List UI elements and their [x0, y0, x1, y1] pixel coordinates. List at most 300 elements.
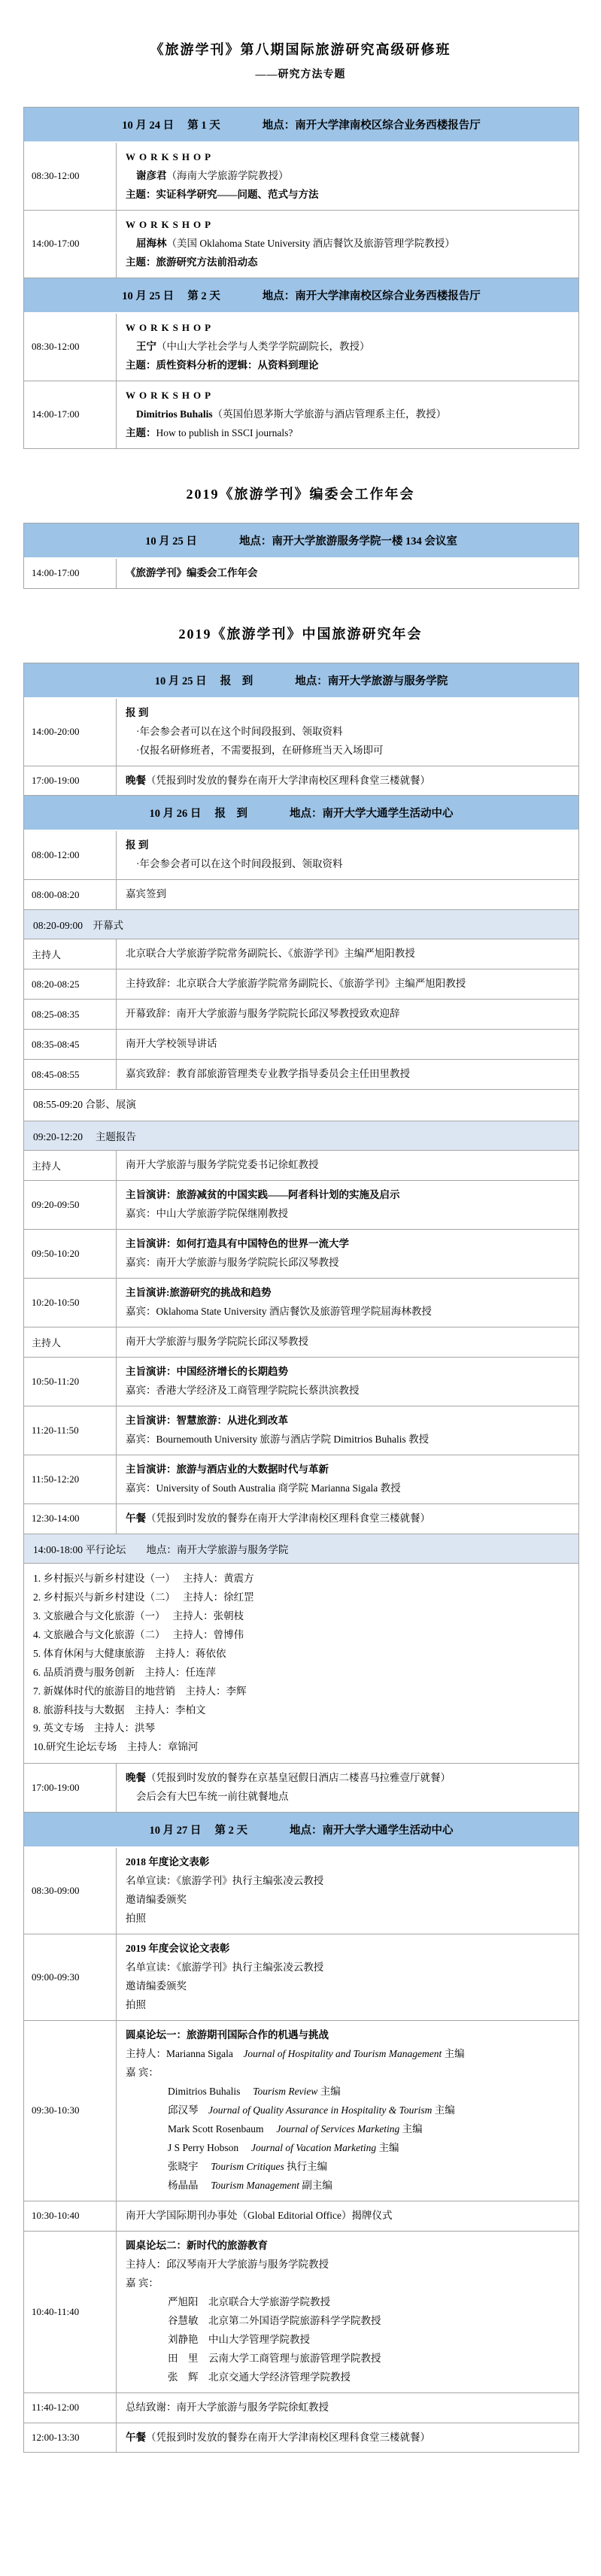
time-cell: 08:00-08:20 — [24, 880, 117, 909]
text-segment: Journal of Hospitality and Tourism Management — [243, 2048, 442, 2060]
schedule-row — [24, 1181, 578, 1230]
text-segment: Journal of Quality Assurance in Hospitality & Tourism — [208, 2104, 433, 2116]
text-segment: Tourism Critiques — [211, 2160, 284, 2172]
text-segment: 主题： — [126, 426, 156, 438]
text-segment: Tourism Management — [211, 2179, 300, 2191]
content-cell — [117, 1230, 578, 1278]
content-cell — [117, 2201, 578, 2231]
text-segment: 谢彦君 — [136, 169, 167, 181]
text-line — [126, 148, 569, 167]
text-segment: 嘉宾致辞：教育部旅游管理类专业教学指导委员会主任田里教授 — [126, 1068, 410, 1080]
text-line — [126, 253, 569, 272]
time-cell: 14:00-17:00 — [24, 211, 117, 278]
content-cell — [117, 1030, 578, 1059]
text-line — [126, 1996, 569, 2015]
workshop-schedule-table — [23, 107, 579, 449]
text-segment: J S Perry Hobson — [168, 2141, 252, 2153]
text-line — [126, 186, 569, 205]
schedule-row — [24, 1279, 578, 1327]
time-cell: 14:00-17:00 — [24, 381, 117, 448]
text-line — [126, 1284, 569, 1303]
text-segment: 田 里 云南大学工商管理与旅游管理学院教授 — [168, 2352, 381, 2364]
text-segment: 总结致谢：南开大学旅游与服务学院徐虹教授 — [126, 2401, 329, 2413]
text-segment: 主持致辞：北京联合大学旅游学院常务副院长、《旅游学刊》主编严旭阳教授 — [126, 978, 466, 990]
text-segment: 谷慧敏 北京第二外国语学院旅游科学学院教授 — [168, 2314, 381, 2326]
text-segment: （凭报到时发放的餐券在南开大学津南校区理科食堂三楼就餐） — [146, 774, 430, 786]
text-segment: 主持人：Marianna Sigala — [126, 2048, 244, 2060]
schedule-row — [24, 2021, 578, 2201]
session-subheader-label: 08:20-09:00 开幕式 — [33, 920, 123, 932]
schedule-row — [24, 1060, 578, 1090]
text-line — [33, 1645, 569, 1664]
annual-conference-title: 2019《旅游学刊》中国旅游研究年会 — [178, 626, 423, 642]
text-segment: 主题： — [126, 359, 156, 371]
session-subheader-row — [24, 1121, 578, 1151]
session-subheader-row — [24, 910, 578, 939]
text-segment: 嘉宾：中山大学旅游学院保继刚教授 — [126, 1208, 288, 1220]
text-segment: 嘉宾签到 — [126, 888, 166, 900]
time-cell: 17:00-19:00 — [24, 1764, 117, 1812]
schedule-row — [24, 699, 578, 766]
text-line — [126, 2045, 569, 2064]
text-segment: 开幕致辞：南开大学旅游与服务学院院长邱汉琴教授致欢迎辞 — [126, 1008, 400, 1020]
text-segment: （凭报到时发放的餐券在京基皇冠假日酒店二楼喜马拉雅壹厅就餐） — [146, 1772, 451, 1784]
full-width-row — [24, 1090, 578, 1121]
text-line — [126, 2399, 569, 2417]
text-line — [33, 1701, 569, 1720]
text-segment: 旅游研究方法前沿动态 — [156, 256, 258, 268]
time-cell: 09:50-10:20 — [24, 1230, 117, 1278]
text-line — [126, 1910, 569, 1928]
day-header-date: 10 月 25 日 — [145, 535, 197, 548]
text-line — [126, 1333, 569, 1352]
time-cell: 08:25-08:35 — [24, 1000, 117, 1029]
text-line — [126, 319, 569, 338]
day-header-date: 10 月 27 日 第 2 天 — [149, 1825, 247, 1837]
text-segment: WORKSHOP — [126, 389, 215, 401]
text-segment: 杨晶晶 — [168, 2179, 211, 2191]
content-cell — [117, 314, 578, 381]
text-line — [126, 1156, 569, 1175]
text-segment: 主题： — [126, 256, 156, 268]
content-cell — [117, 143, 578, 210]
text-line — [126, 1769, 569, 1788]
text-segment: 主旨演讲：如何打造具有中国特色的世界一流大学 — [126, 1238, 349, 1250]
editorial-meeting-table — [23, 523, 579, 589]
day-header-row — [24, 1813, 578, 1848]
text-segment: 报 到 — [126, 706, 149, 718]
time-cell: 10:20-10:50 — [24, 1279, 117, 1327]
content-cell — [117, 211, 578, 278]
text-line — [126, 2139, 569, 2158]
text-segment: （海南大学旅游学院教授） — [166, 169, 289, 181]
text-line — [126, 1382, 569, 1400]
time-cell: 主持人 — [24, 1151, 117, 1180]
text-line — [126, 2120, 569, 2139]
time-cell: 10:40-11:40 — [24, 2232, 117, 2392]
time-cell: 11:50-12:20 — [24, 1455, 117, 1503]
text-line — [126, 1235, 569, 1254]
content-cell — [117, 1848, 578, 1934]
day-header-date: 10 月 24 日 第 1 天 — [122, 120, 220, 132]
schedule-row — [24, 314, 578, 381]
text-line — [126, 2350, 569, 2368]
day-header-row — [24, 278, 578, 314]
text-line — [126, 2101, 569, 2120]
time-cell: 17:00-19:00 — [24, 766, 117, 796]
text-segment: 邱汉琴 — [168, 2104, 208, 2116]
text-segment: 北京联合大学旅游学院常务副院长、《旅游学刊》主编严旭阳教授 — [126, 948, 415, 960]
schedule-row — [24, 1230, 578, 1279]
workshop-subtitle: ——研究方法专题 — [255, 69, 346, 80]
text-segment: 严旭阳 北京联合大学旅游学院教授 — [168, 2295, 330, 2307]
schedule-row — [24, 1848, 578, 1934]
text-segment: 邀请编委颁奖 — [126, 1894, 187, 1906]
text-segment: （凭报到时发放的餐券在南开大学津南校区理科食堂三楼就餐） — [146, 1512, 430, 1524]
content-cell — [117, 2021, 578, 2201]
text-segment: 2. 乡村振兴与新乡村建设（二） 主持人：徐红罡 — [33, 1591, 254, 1603]
text-segment: 嘉宾：University of South Australia 商学院 Marianna Sigala 教授 — [126, 1482, 401, 1494]
schedule-row — [24, 939, 578, 969]
text-segment: 质性资料分析的逻辑：从资料到理论 — [156, 359, 319, 371]
content-cell — [117, 2232, 578, 2392]
text-line — [126, 2026, 569, 2045]
text-segment: 嘉宾：南开大学旅游与服务学院院长邱汉琴教授 — [126, 1257, 339, 1269]
text-segment: 6. 品质消费与服务创新 主持人：任连萍 — [33, 1666, 216, 1678]
text-line — [126, 2177, 569, 2195]
schedule-row — [24, 1000, 578, 1030]
text-line — [126, 2207, 569, 2226]
time-cell: 主持人 — [24, 1327, 117, 1357]
text-segment: 嘉 宾： — [126, 2067, 159, 2079]
schedule-row — [24, 831, 578, 880]
text-line — [126, 2158, 569, 2177]
text-line — [126, 2293, 569, 2312]
text-segment: 主题： — [126, 188, 156, 200]
session-subheader-label: 14:00-18:00 平行论坛 地点：南开大学旅游与服务学院 — [33, 1543, 289, 1555]
text-line — [33, 1664, 569, 1682]
day-header-location: 地点：南开大学津南校区综合业务西楼报告厅 — [262, 120, 481, 132]
text-segment: 2018 年度论文表彰 — [126, 1856, 210, 1868]
day-header-row — [24, 796, 578, 831]
schedule-row — [24, 1934, 578, 2021]
text-segment: 南开大学国际期刊办事处（Global Editorial Office）揭牌仪式 — [126, 2209, 393, 2221]
time-cell: 12:30-14:00 — [24, 1504, 117, 1534]
text-segment: 1. 乡村振兴与新乡村建设（一） 主持人：黄震方 — [33, 1572, 254, 1584]
schedule-row — [24, 2232, 578, 2393]
text-segment: 晚餐 — [126, 774, 146, 786]
time-cell: 14:00-17:00 — [24, 559, 117, 588]
text-line — [33, 1607, 569, 1626]
text-line — [126, 1363, 569, 1382]
text-segment: 《旅游学刊》编委会工作年会 — [126, 566, 258, 578]
day-header-row — [24, 108, 578, 143]
time-cell: 主持人 — [24, 939, 117, 969]
schedule-row — [24, 969, 578, 1000]
text-segment: 嘉 宾： — [126, 2277, 159, 2289]
time-cell: 09:30-10:30 — [24, 2021, 117, 2201]
text-line — [126, 2083, 569, 2101]
text-line — [126, 1940, 569, 1959]
text-line — [126, 2256, 569, 2274]
time-cell: 08:30-12:00 — [24, 143, 117, 210]
text-segment: 9. 英文专场 主持人：洪琴 — [33, 1722, 155, 1734]
text-segment: 5. 体育休闲与大健康旅游 主持人：蒋依依 — [33, 1647, 226, 1659]
text-segment: ·年会参会者可以在这个时间段报到、领取资料 — [136, 858, 343, 870]
text-line — [126, 2312, 569, 2331]
text-line — [126, 216, 569, 235]
content-cell — [117, 1279, 578, 1327]
text-segment: 拍照 — [126, 1913, 146, 1925]
text-line — [126, 1509, 569, 1528]
time-cell: 10:30-10:40 — [24, 2201, 117, 2231]
text-segment: 名单宣读：《旅游学刊》执行主编张凌云教授 — [126, 1962, 324, 1974]
text-line — [33, 1738, 569, 1757]
text-line — [126, 1891, 569, 1910]
text-segment: 3. 文旅融合与文化旅游（一） 主持人：张朝枝 — [33, 1610, 244, 1622]
text-line — [126, 338, 569, 357]
text-segment: 南开大学校领导讲话 — [126, 1038, 217, 1050]
text-segment: 主编 — [442, 2048, 465, 2060]
text-line — [126, 1205, 569, 1224]
content-cell — [117, 1358, 578, 1406]
content-cell — [117, 1455, 578, 1503]
schedule-row — [24, 1327, 578, 1358]
text-segment: 邀请编委颁奖 — [126, 1980, 187, 1992]
text-line — [33, 1682, 569, 1701]
text-line — [126, 1461, 569, 1479]
text-segment: 刘静艳 中山大学管理学院教授 — [168, 2333, 310, 2345]
text-line — [126, 564, 569, 583]
text-line — [126, 387, 569, 405]
text-segment: 张晓宇 — [168, 2160, 211, 2172]
session-subheader-label: 09:20-12:20 主题报告 — [33, 1131, 136, 1143]
text-line — [126, 2274, 569, 2293]
text-line — [126, 945, 569, 963]
text-segment: 嘉宾：Bournemouth University 旅游与酒店学院 Dimitrios Buhalis 教授 — [126, 1433, 430, 1445]
schedule-row — [24, 1455, 578, 1504]
text-line — [126, 1977, 569, 1996]
text-line — [126, 405, 569, 424]
text-line — [126, 742, 569, 760]
text-segment: 主编 — [399, 2122, 423, 2135]
schedule-row — [24, 211, 578, 278]
schedule-row — [24, 2393, 578, 2423]
text-line — [126, 2368, 569, 2387]
content-cell — [117, 699, 578, 766]
text-segment: 南开大学旅游与服务学院党委书记徐虹教授 — [126, 1159, 319, 1171]
text-segment: （凭报到时发放的餐券在南开大学津南校区理科食堂三楼就餐） — [146, 2431, 430, 2443]
time-cell: 14:00-20:00 — [24, 699, 117, 766]
text-line — [126, 1872, 569, 1891]
schedule-row — [24, 1764, 578, 1813]
text-line — [126, 1254, 569, 1273]
text-line — [126, 704, 569, 723]
time-cell: 08:30-12:00 — [24, 314, 117, 381]
text-segment: 嘉宾：香港大学经济及工商管理学院院长蔡洪滨教授 — [126, 1384, 360, 1396]
schedule-row — [24, 143, 578, 211]
schedule-row — [24, 1030, 578, 1060]
content-cell — [117, 831, 578, 879]
text-segment: 主编 — [317, 2086, 341, 2097]
content-cell — [117, 766, 578, 796]
text-line — [126, 357, 569, 375]
schedule-row — [24, 880, 578, 910]
text-segment: 主旨演讲：旅游与酒店业的大数据时代与革新 — [126, 1463, 329, 1475]
schedule-row — [24, 1358, 578, 1406]
text-segment: 圆桌论坛二：新时代的旅游教育 — [126, 2239, 268, 2251]
text-line — [126, 1412, 569, 1431]
text-segment: 主编 — [376, 2141, 399, 2153]
text-segment: 晚餐 — [126, 1772, 146, 1784]
text-segment: Mark Scott Rosenbaum — [168, 2122, 277, 2135]
text-segment: （英国伯恩茅斯大学旅游与酒店管理系主任，教授） — [212, 408, 447, 420]
content-cell — [117, 1000, 578, 1029]
day-header-date: 10 月 25 日 报 到 — [154, 675, 253, 687]
content-cell — [117, 1181, 578, 1229]
text-segment: 4. 文旅融合与文化旅游（二） 主持人：曾博伟 — [33, 1628, 244, 1640]
conference-agenda-document — [23, 0, 578, 2576]
schedule-row — [24, 2201, 578, 2232]
text-segment: Dimitrios Buhalis — [168, 2086, 253, 2097]
content-cell — [117, 1060, 578, 1089]
workshop-title: 《旅游学刊》第八期国际旅游研究高级研修班 — [150, 42, 451, 57]
text-line — [33, 1588, 569, 1607]
text-line — [126, 1788, 569, 1807]
text-line — [126, 167, 569, 186]
text-segment: 报 到 — [126, 839, 149, 851]
schedule-row — [24, 1151, 578, 1181]
text-line — [126, 1431, 569, 1449]
content-cell — [117, 969, 578, 999]
text-segment: 执行主编 — [284, 2160, 328, 2172]
schedule-row — [24, 1504, 578, 1534]
text-segment: 10.研究生论坛专场 主持人：章锦河 — [33, 1741, 199, 1753]
text-line — [126, 836, 569, 855]
text-segment: 主编 — [432, 2104, 455, 2116]
session-subheader-row — [24, 1534, 578, 1564]
text-segment: （美国 Oklahoma State University 酒店餐饮及旅游管理学院教授） — [166, 237, 455, 249]
schedule-row — [24, 2423, 578, 2453]
text-line — [126, 723, 569, 742]
text-line — [126, 2064, 569, 2083]
text-segment: ·年会参会者可以在这个时间段报到、领取资料 — [136, 725, 343, 737]
text-segment: 7. 新媒体时代的旅游目的地营销 主持人：李辉 — [33, 1685, 247, 1697]
content-cell — [117, 939, 578, 969]
text-segment: 主旨演讲：智慧旅游：从进化到改革 — [126, 1414, 288, 1426]
text-segment: 副主编 — [299, 2179, 332, 2191]
text-line — [33, 1626, 569, 1645]
time-cell: 12:00-13:30 — [24, 2423, 117, 2453]
time-cell: 08:45-08:55 — [24, 1060, 117, 1089]
day-header-location: 地点：南开大学大通学生活动中心 — [290, 1825, 454, 1837]
content-cell — [117, 1504, 578, 1534]
text-line — [126, 1303, 569, 1321]
content-cell — [117, 2393, 578, 2423]
schedule-row — [24, 559, 578, 589]
text-segment: 会后会有大巴车统一前往就餐地点 — [136, 1791, 289, 1803]
text-line — [126, 975, 569, 994]
content-cell — [117, 381, 578, 448]
text-segment: （中山大学社会学与人类学学院副院长，教授） — [156, 340, 370, 352]
text-line — [126, 1959, 569, 1977]
time-cell: 08:20-08:25 — [24, 969, 117, 999]
text-line — [126, 424, 569, 443]
text-line — [126, 1186, 569, 1205]
time-cell: 08:00-12:00 — [24, 831, 117, 879]
time-cell: 08:35-08:45 — [24, 1030, 117, 1059]
text-line — [126, 1035, 569, 1054]
time-cell: 10:50-11:20 — [24, 1358, 117, 1406]
day-header-row — [24, 523, 578, 559]
day-header-row — [24, 663, 578, 699]
content-cell — [117, 1406, 578, 1455]
text-segment: 圆桌论坛一：旅游期刊国际合作的机遇与挑战 — [126, 2029, 329, 2041]
text-line — [126, 1479, 569, 1498]
text-line — [126, 885, 569, 904]
schedule-row — [24, 381, 578, 449]
full-width-row — [24, 1564, 578, 1764]
day-header-location: 地点：南开大学旅游与服务学院 — [295, 675, 448, 687]
time-cell: 08:30-09:00 — [24, 1848, 117, 1934]
text-segment: 主旨演讲：中国经济增长的长期趋势 — [126, 1365, 288, 1377]
time-cell: 09:00-09:30 — [24, 1934, 117, 2020]
time-cell: 11:40-12:00 — [24, 2393, 117, 2423]
schedule-row — [24, 1406, 578, 1455]
content-cell — [117, 559, 578, 588]
content-cell — [117, 1934, 578, 2020]
text-segment: 屈海林 — [136, 237, 167, 249]
day-header-date: 10 月 25 日 第 2 天 — [122, 290, 220, 302]
text-line — [33, 1719, 569, 1738]
time-cell: 11:20-11:50 — [24, 1406, 117, 1455]
text-segment: 张 辉 北京交通大学经济管理学院教授 — [168, 2371, 351, 2383]
text-line — [126, 772, 569, 790]
text-line — [126, 2237, 569, 2256]
text-segment: 嘉宾：Oklahoma State University 酒店餐饮及旅游管理学院屈海林教授 — [126, 1306, 432, 1317]
text-segment: 2019 年度会议论文表彰 — [126, 1943, 230, 1955]
text-segment: How to publish in SSCI journals? — [156, 426, 293, 438]
content-cell — [117, 1764, 578, 1812]
editorial-meeting-title: 2019《旅游学刊》编委会工作年会 — [186, 486, 415, 502]
schedule-row — [24, 766, 578, 796]
text-segment: Journal of Vacation Marketing — [251, 2141, 377, 2153]
text-segment: 主旨演讲：旅游减贫的中国实践——阿者科计划的实施及启示 — [126, 1189, 400, 1201]
text-segment: 王宁 — [136, 340, 156, 352]
text-segment: 午餐 — [126, 2431, 146, 2443]
text-segment: WORKSHOP — [126, 218, 215, 230]
text-line — [126, 1005, 569, 1024]
text-segment: 拍照 — [126, 1999, 146, 2011]
text-line — [33, 1096, 569, 1115]
day-header-location: 地点：南开大学旅游服务学院一楼 134 会议室 — [238, 535, 457, 548]
text-segment: 实证科学研究——问题、范式与方法 — [156, 188, 319, 200]
text-segment: 08:55-09:20 合影、展演 — [33, 1099, 136, 1111]
annual-conference-table — [23, 663, 579, 2453]
text-line — [126, 1853, 569, 1872]
text-line — [126, 855, 569, 874]
text-segment: ·仅报名研修班者，不需要报到，在研修班当天入场即可 — [136, 744, 384, 756]
time-cell: 09:20-09:50 — [24, 1181, 117, 1229]
text-line — [126, 2429, 569, 2447]
text-segment: WORKSHOP — [126, 321, 215, 333]
text-segment: 名单宣读：《旅游学刊》执行主编张凌云教授 — [126, 1875, 324, 1887]
text-segment: 8. 旅游科技与大数据 主持人：李柏文 — [33, 1704, 206, 1716]
text-segment: Tourism Review — [253, 2086, 318, 2097]
text-line — [126, 2331, 569, 2350]
text-line — [33, 1570, 569, 1588]
content-cell — [117, 1151, 578, 1180]
